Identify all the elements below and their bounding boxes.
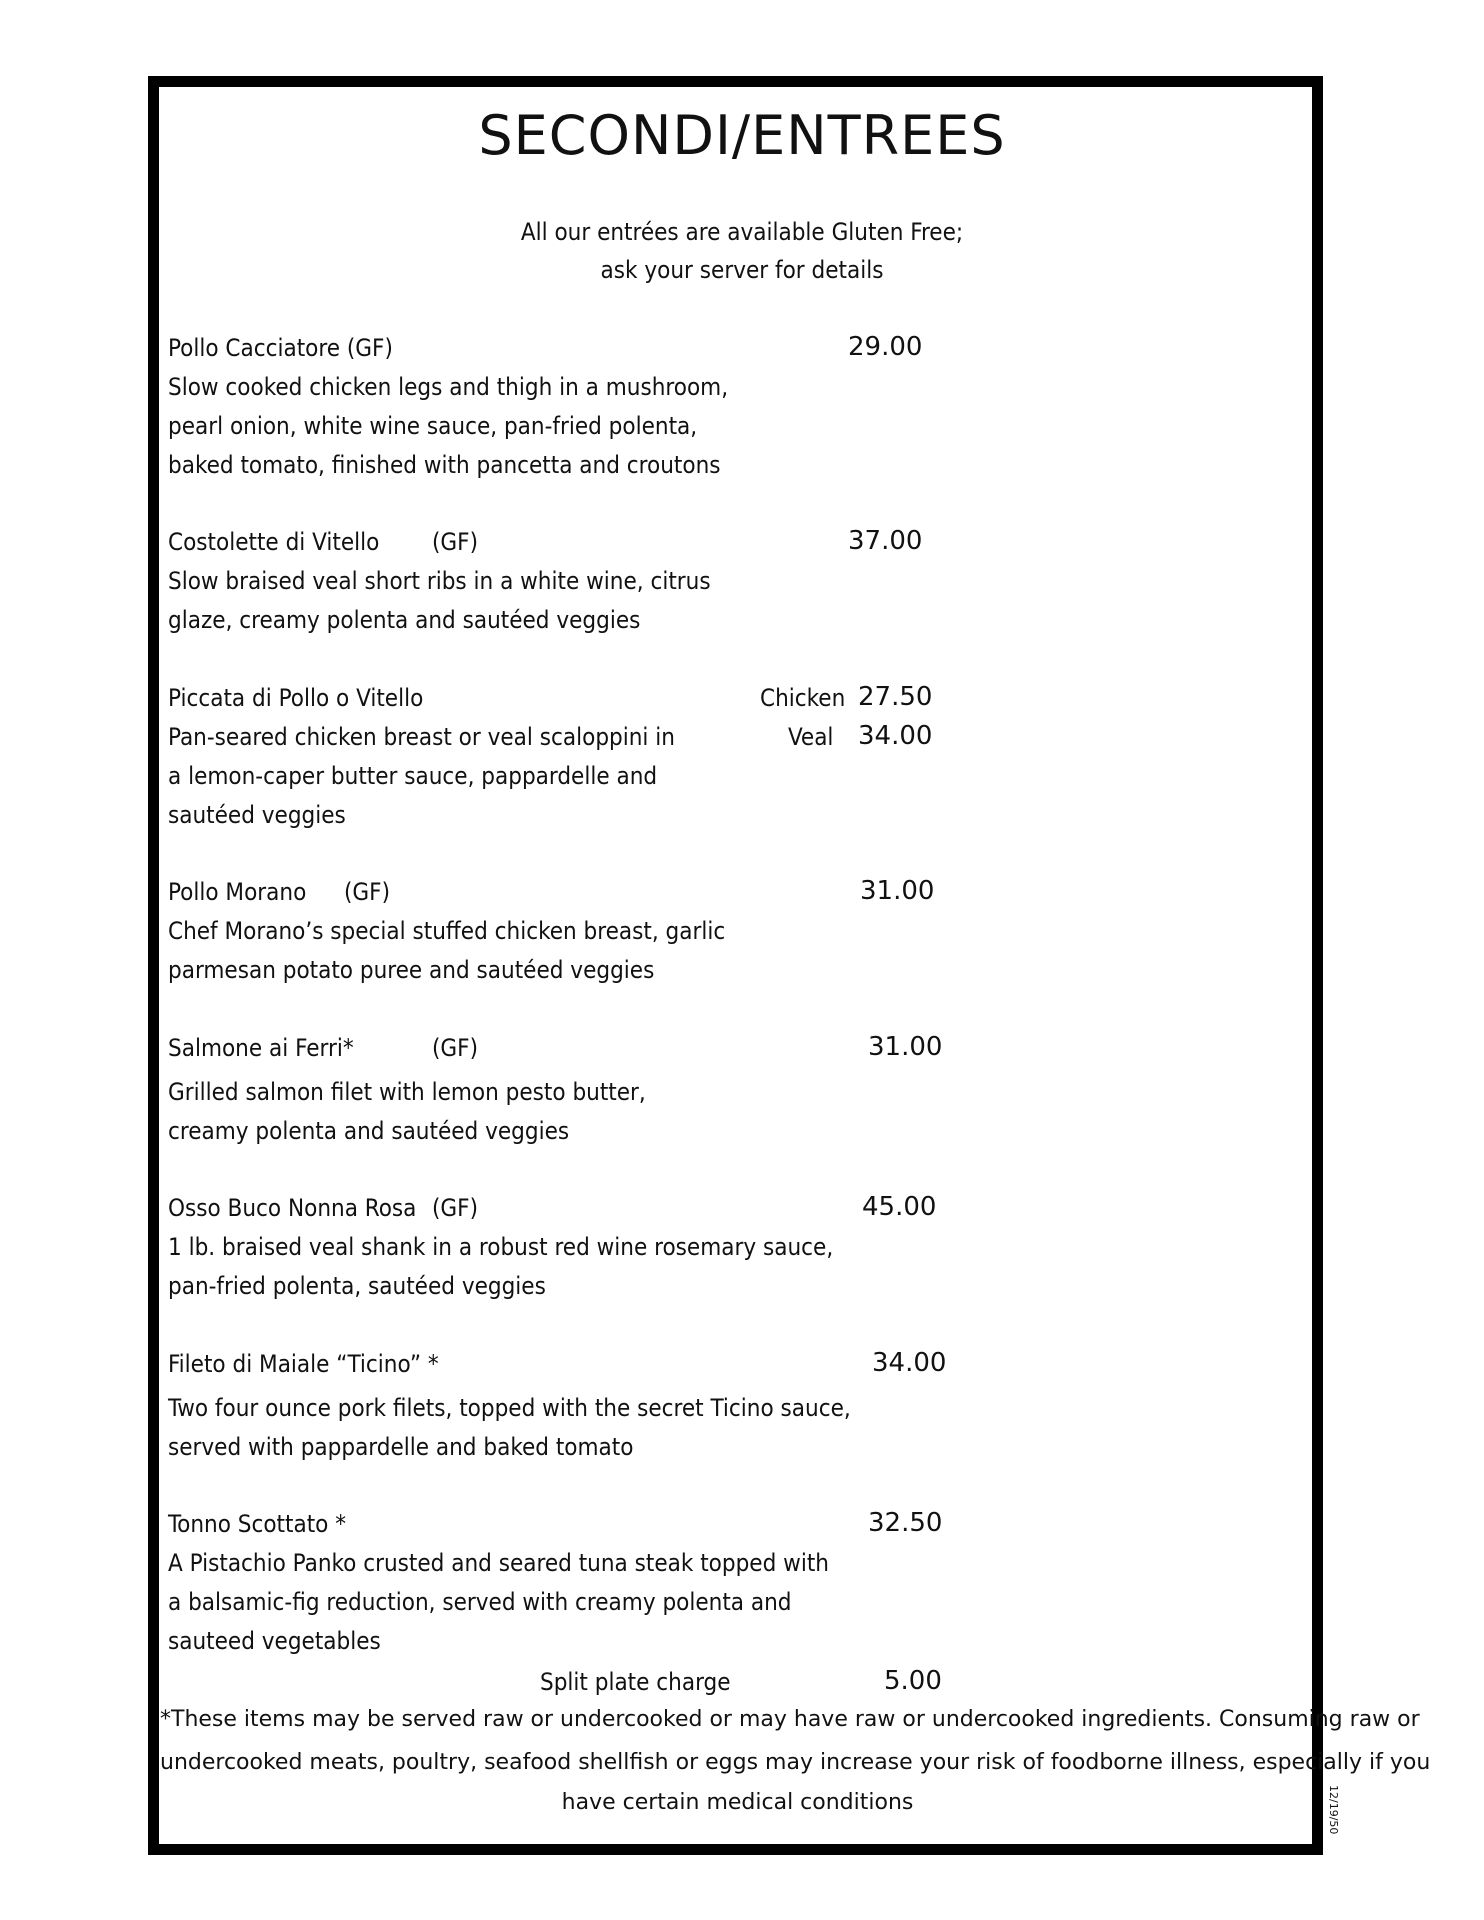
item-price: 32.50	[868, 1508, 943, 1538]
disclaimer-line-3: have certain medical conditions	[561, 1790, 914, 1815]
item-desc: 1 lb. braised veal shank in a robust red wine rosemary sauce,	[168, 1233, 834, 1261]
item-name: Fileto di Maiale “Ticino” *	[168, 1350, 439, 1378]
item-desc: Slow cooked chicken legs and thigh in a mushroom,	[168, 373, 729, 401]
item-desc: a balsamic-fig reduction, served with creamy polenta and	[168, 1588, 792, 1616]
item-desc: pearl onion, white wine sauce, pan-fried polenta,	[168, 412, 698, 440]
item-tag: (GF)	[432, 1034, 479, 1062]
item-price: 31.00	[868, 1032, 943, 1062]
item-desc: glaze, creamy polenta and sautéed veggies	[168, 606, 641, 634]
price-label-chicken: Chicken	[760, 684, 846, 712]
disclaimer-line-2: undercooked meats, poultry, seafood shellfish or eggs may increase your risk of foodborne illness, especially if you	[160, 1750, 1431, 1775]
page-title: SECONDI/ENTREES	[478, 104, 1006, 167]
item-desc: Two four ounce pork filets, topped with the secret Ticino sauce,	[168, 1394, 851, 1422]
split-plate-price: 5.00	[884, 1666, 942, 1696]
item-price-chicken: 27.50	[858, 682, 933, 712]
item-desc: sautéed veggies	[168, 801, 346, 829]
price-label-veal: Veal	[788, 723, 834, 751]
date-stamp: 12/19/50	[1327, 1785, 1340, 1835]
item-name: Pollo Cacciatore (GF)	[168, 334, 393, 362]
item-price: 45.00	[862, 1192, 937, 1222]
item-tag: (GF)	[432, 528, 479, 556]
item-price: 29.00	[848, 332, 923, 362]
item-name: Pollo Morano	[168, 878, 307, 906]
item-tag: (GF)	[432, 1194, 479, 1222]
item-price: 31.00	[860, 876, 935, 906]
item-desc: Chef Morano’s special stuffed chicken breast, garlic	[168, 917, 726, 945]
item-desc: served with pappardelle and baked tomato	[168, 1433, 634, 1461]
item-name: Osso Buco Nonna Rosa	[168, 1194, 417, 1222]
split-plate-label: Split plate charge	[540, 1668, 731, 1696]
item-desc: A Pistachio Panko crusted and seared tuna steak topped with	[168, 1549, 829, 1577]
item-desc: Pan-seared chicken breast or veal scaloppini in	[168, 723, 675, 751]
item-tag: (GF)	[344, 878, 391, 906]
item-price: 37.00	[848, 526, 923, 556]
item-price: 34.00	[872, 1348, 947, 1378]
item-desc: creamy polenta and sautéed veggies	[168, 1117, 570, 1145]
item-desc: pan-fried polenta, sautéed veggies	[168, 1272, 546, 1300]
intro-line-1: All our entrées are available Gluten Free;	[520, 218, 964, 246]
item-desc: a lemon-caper butter sauce, pappardelle and	[168, 762, 658, 790]
disclaimer-line-1: *These items may be served raw or undercooked or may have raw or undercooked ingredients. Consuming raw or	[160, 1707, 1420, 1732]
intro-line-2: ask your server for details	[600, 256, 884, 284]
item-desc: Slow braised veal short ribs in a white wine, citrus	[168, 567, 711, 595]
item-desc: Grilled salmon filet with lemon pesto butter,	[168, 1078, 646, 1106]
item-name: Salmone ai Ferri*	[168, 1034, 354, 1062]
item-name: Piccata di Pollo o Vitello	[168, 684, 424, 712]
item-price-veal: 34.00	[858, 721, 933, 751]
item-name: Tonno Scottato *	[168, 1510, 347, 1538]
item-name: Costolette di Vitello	[168, 528, 380, 556]
item-desc: baked tomato, finished with pancetta and croutons	[168, 451, 721, 479]
item-desc: parmesan potato puree and sautéed veggies	[168, 956, 655, 984]
item-desc: sauteed vegetables	[168, 1627, 381, 1655]
